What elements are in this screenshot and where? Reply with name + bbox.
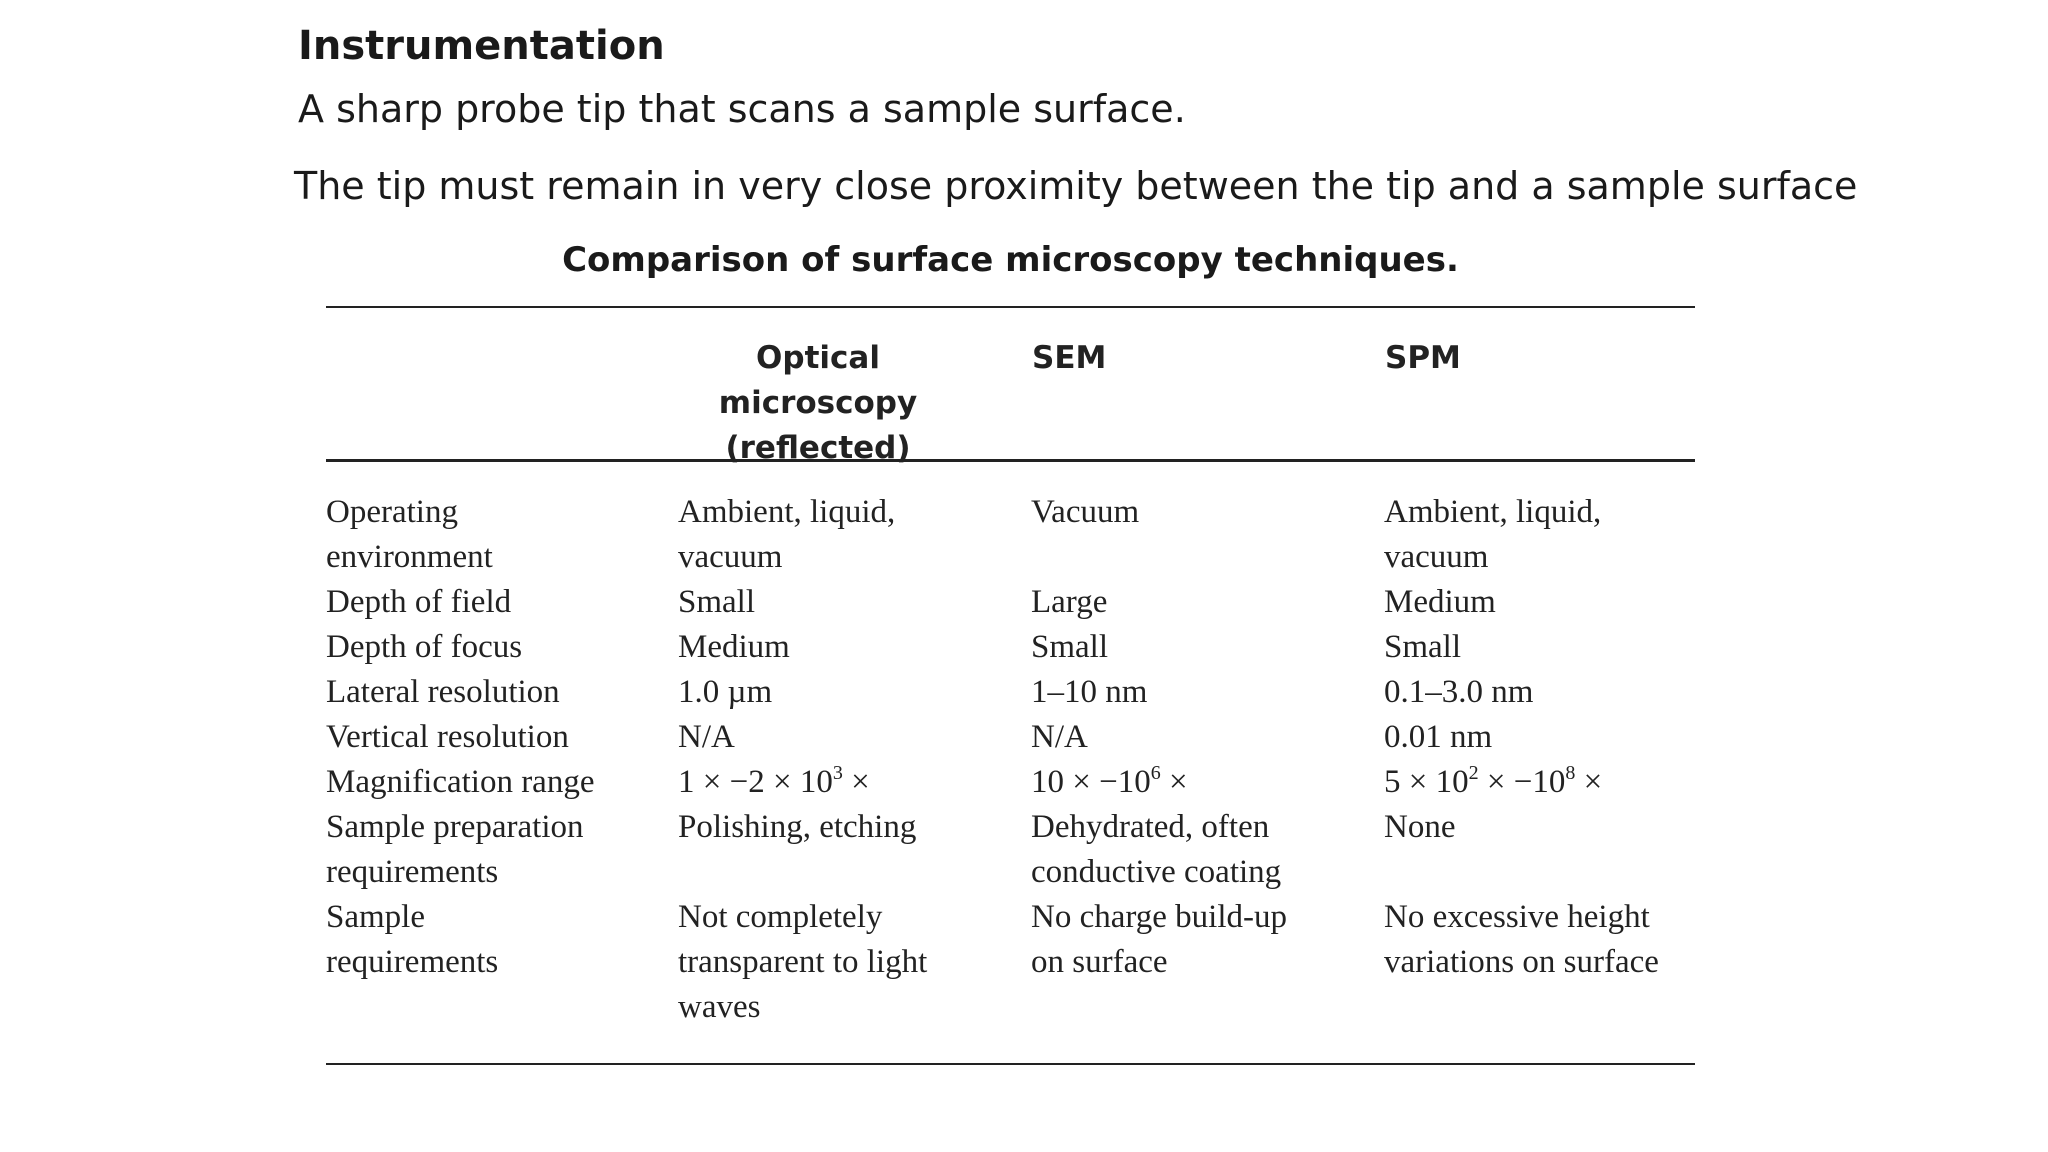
row-label: Vertical resolution bbox=[326, 719, 569, 755]
value-text: × −10 bbox=[1478, 764, 1566, 800]
cell-optical: Polishing, etching bbox=[678, 809, 917, 845]
table-bottom-rule bbox=[326, 1063, 1695, 1065]
column-header-sem: SEM bbox=[1032, 340, 1107, 376]
row-label: Depth of focus bbox=[326, 629, 523, 665]
exponent: 8 bbox=[1565, 762, 1576, 784]
table-row-depth-of-focus bbox=[326, 625, 1695, 670]
cell-sem: 1–10 nm bbox=[1031, 674, 1148, 710]
cell-sem bbox=[1031, 760, 1384, 805]
cell-spm: 0.1–3.0 nm bbox=[1384, 674, 1534, 710]
table-row-operating-environment bbox=[326, 490, 1695, 580]
intro-paragraph-2: The tip must remain in very close proximity between the tip and a sample surface bbox=[294, 164, 1858, 208]
exponent: 2 bbox=[1468, 762, 1479, 784]
row-label: Sample requirements bbox=[326, 899, 499, 980]
cell-sem: Large bbox=[1031, 584, 1108, 620]
row-label: Depth of field bbox=[326, 584, 512, 620]
cell-spm bbox=[1384, 760, 1695, 805]
cell-sem: N/A bbox=[1031, 719, 1088, 755]
value-text: × bbox=[1160, 764, 1188, 800]
value-text: × bbox=[1575, 764, 1603, 800]
row-label: Magnification range bbox=[326, 764, 595, 800]
table-row-magnification-range bbox=[326, 760, 1695, 805]
value-text: × bbox=[842, 764, 870, 800]
row-label: Lateral resolution bbox=[326, 674, 560, 710]
table-header-rule bbox=[326, 459, 1695, 462]
comparison-table-body bbox=[326, 490, 1695, 1030]
cell-optical: Small bbox=[678, 584, 756, 620]
row-label: Operating environment bbox=[326, 494, 493, 575]
exponent: 3 bbox=[832, 762, 843, 784]
section-heading: Instrumentation bbox=[298, 23, 665, 69]
exponent: 6 bbox=[1150, 762, 1161, 784]
cell-spm: Ambient, liquid, vacuum bbox=[1384, 494, 1602, 575]
cell-optical: N/A bbox=[678, 719, 735, 755]
cell-optical: 1.0 µm bbox=[678, 674, 773, 710]
cell-optical bbox=[678, 760, 1031, 805]
table-caption: Comparison of surface microscopy techniques. bbox=[562, 240, 1459, 280]
column-header-optical: Optical microscopy (reflected) bbox=[718, 340, 918, 466]
table-row-vertical-resolution bbox=[326, 715, 1695, 760]
table-row-sample-preparation bbox=[326, 805, 1695, 895]
intro-paragraph-1: A sharp probe tip that scans a sample surface. bbox=[298, 87, 1186, 131]
column-header-spm: SPM bbox=[1385, 340, 1461, 376]
cell-sem: No charge build-up on surface bbox=[1031, 899, 1287, 980]
table-row-lateral-resolution bbox=[326, 670, 1695, 715]
cell-spm: Small bbox=[1384, 629, 1462, 665]
row-label: Sample preparation requirements bbox=[326, 809, 584, 890]
cell-sem: Small bbox=[1031, 629, 1109, 665]
table-row-sample-requirements bbox=[326, 895, 1695, 1030]
table-top-rule bbox=[326, 306, 1695, 308]
value-text: 10 × −10 bbox=[1031, 764, 1151, 800]
cell-spm: None bbox=[1384, 809, 1456, 845]
cell-optical: Not completely transparent to light waves bbox=[678, 899, 928, 1025]
value-text: 5 × 10 bbox=[1384, 764, 1469, 800]
cell-spm: 0.01 nm bbox=[1384, 719, 1493, 755]
table-row-depth-of-field bbox=[326, 580, 1695, 625]
cell-spm: No excessive height variations on surface bbox=[1384, 899, 1659, 980]
cell-sem: Dehydrated, often conductive coating bbox=[1031, 809, 1282, 890]
value-text: 1 × −2 × 10 bbox=[678, 764, 833, 800]
cell-sem: Vacuum bbox=[1031, 494, 1140, 530]
cell-optical: Medium bbox=[678, 629, 790, 665]
cell-spm: Medium bbox=[1384, 584, 1496, 620]
cell-optical: Ambient, liquid, vacuum bbox=[678, 494, 896, 575]
